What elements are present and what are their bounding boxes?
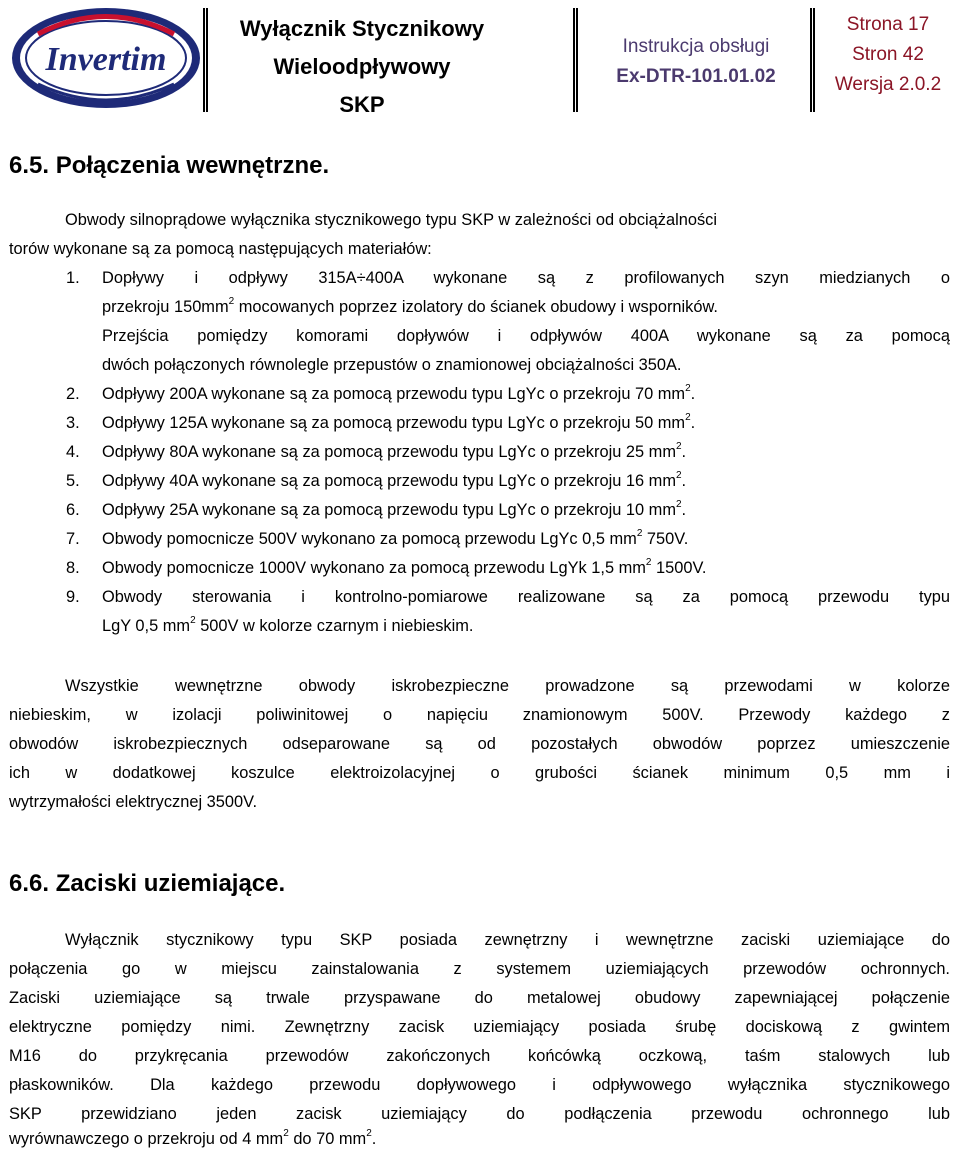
list-item: 3. Odpływy 125A wykonane są za pomocą przewodu typu LgYc o przekroju 50 $mm^2$. <box>66 412 696 432</box>
header-divider <box>810 8 815 112</box>
section-heading-6-6: 6.6. Zaciski uziemiające. <box>9 870 286 897</box>
logo-wordmark: Invertim <box>45 41 167 78</box>
title-line-3: SKP <box>339 92 385 117</box>
intro-line: torów wykonane są za pomocą następujących materiałów: <box>9 240 432 258</box>
list-item-text: LgY 0,5 $mm^2$ 500V w kolorze czarnym i niebieskim. <box>102 615 474 635</box>
title-line-2: Wieloodpływowy <box>273 54 451 79</box>
document-code: Ex-DTR-101.01.02 <box>616 66 776 87</box>
version: Wersja 2.0.2 <box>834 74 942 95</box>
list-item-text: Przejścia pomiędzy komorami dopływów i odpływów 400A wykonane są za pomocą <box>102 327 950 345</box>
title-line-1: Wyłącznik Stycznikowy <box>239 16 485 41</box>
invertim-logo <box>8 4 204 112</box>
list-item-number: 9. <box>66 588 80 606</box>
paragraph-line: Wszystkie wewnętrzne obwody iskrobezpieczne prowadzone są przewodami w kolorze <box>65 677 950 695</box>
paragraph-line: elektryczne pomiędzy nimi. Zewnętrzny zacisk uziemiający posiada śrubę dociskową z gwintem <box>9 1018 950 1036</box>
paragraph-line: ich w dodatkowej koszulce elektroizolacyjnej o grubości ścianek minimum 0,5 mm i <box>9 764 950 782</box>
list-item-text: przekroju $150mm^2$ mocowanych poprzez izolatory do ścianek obudowy i wsporników. <box>102 296 718 316</box>
list-item-text: Dopływy i odpływy 315A÷400A wykonane są z profilowanych szyn miedzianych o <box>102 269 950 287</box>
paragraph-line: M16 do przykręcania przewodów zakończonych końcówką oczkową, taśm stalowych lub <box>9 1047 950 1065</box>
paragraph-line: płaskowników. Dla każdego przewodu dopływowego i odpływowego wyłącznika stycznikowego <box>9 1076 950 1094</box>
paragraph-line: wyrównawczego o przekroju od 4 $mm^2$ do 70 $mm^2$. <box>9 1128 377 1148</box>
page-header <box>0 0 960 115</box>
paragraph-line: SKP przewidziano jeden zacisk uziemiający do podłączenia przewodu ochronnego lub <box>9 1105 950 1123</box>
header-divider <box>203 8 208 112</box>
header-divider <box>573 8 578 112</box>
list-item: 2. Odpływy 200A wykonane są za pomocą przewodu typu LgYc o przekroju 70 $mm^2$. <box>66 383 696 403</box>
paragraph-line: wytrzymałości elektrycznej 3500V. <box>9 793 258 811</box>
section-heading-6-5: 6.5. Połączenia wewnętrzne. <box>9 152 330 179</box>
paragraph-line: niebieskim, w izolacji poliwinitowej o napięciu znamionowym 500V. Przewody każdego z <box>9 706 950 724</box>
paragraph-line: obwodów iskrobezpiecznych odseparowane są od pozostałych obwodów poprzez umieszczenie <box>9 735 950 753</box>
list-item: 6. Odpływy 25A wykonane są za pomocą przewodu typu LgYc o przekroju 10 $mm^2$. <box>66 499 687 519</box>
list-item-text: dwóch połączonych równolegle przepustów o znamionowej obciążalności 350A. <box>102 356 682 374</box>
list-item: 5. Odpływy 40A wykonane są za pomocą przewodu typu LgYc o przekroju 16 $mm^2$. <box>66 470 687 490</box>
paragraph-line: połączenia go w miejscu zainstalowania z systemem uziemiających przewodów ochronnych. <box>9 960 950 978</box>
paragraph-line: Zaciski uziemiające są trwale przyspawane do metalowej obudowy zapewniającej połączenie <box>9 989 950 1007</box>
list-item-text: Obwody sterowania i kontrolno-pomiarowe realizowane są za pomocą przewodu typu <box>102 588 950 606</box>
list-item: 8. Obwody pomocnicze 1000V wykonano za pomocą przewodu LgYk 1,5 $mm^2$ 1500V. <box>66 557 707 577</box>
page-total: Stron 42 <box>852 44 924 65</box>
header-title <box>212 10 512 124</box>
header-page-info <box>826 10 950 100</box>
header-instruction <box>596 10 796 92</box>
paragraph-line: Wyłącznik stycznikowy typu SKP posiada zewnętrzny i wewnętrzne zaciski uziemiające do <box>65 931 950 949</box>
list-item: 7. Obwody pomocnicze 500V wykonano za pomocą przewodu LgYc 0,5 $mm^2$ 750V. <box>66 528 689 548</box>
page-number: Strona 17 <box>846 14 930 35</box>
list-item-number: 1. <box>66 269 80 287</box>
list-item: 4. Odpływy 80A wykonane są za pomocą przewodu typu LgYc o przekroju 25 $mm^2$. <box>66 441 687 461</box>
instruction-label: Instrukcja obsługi <box>622 36 770 57</box>
intro-line: Obwody silnoprądowe wyłącznika stycznikowego typu SKP w zależności od obciążalności <box>65 211 718 229</box>
